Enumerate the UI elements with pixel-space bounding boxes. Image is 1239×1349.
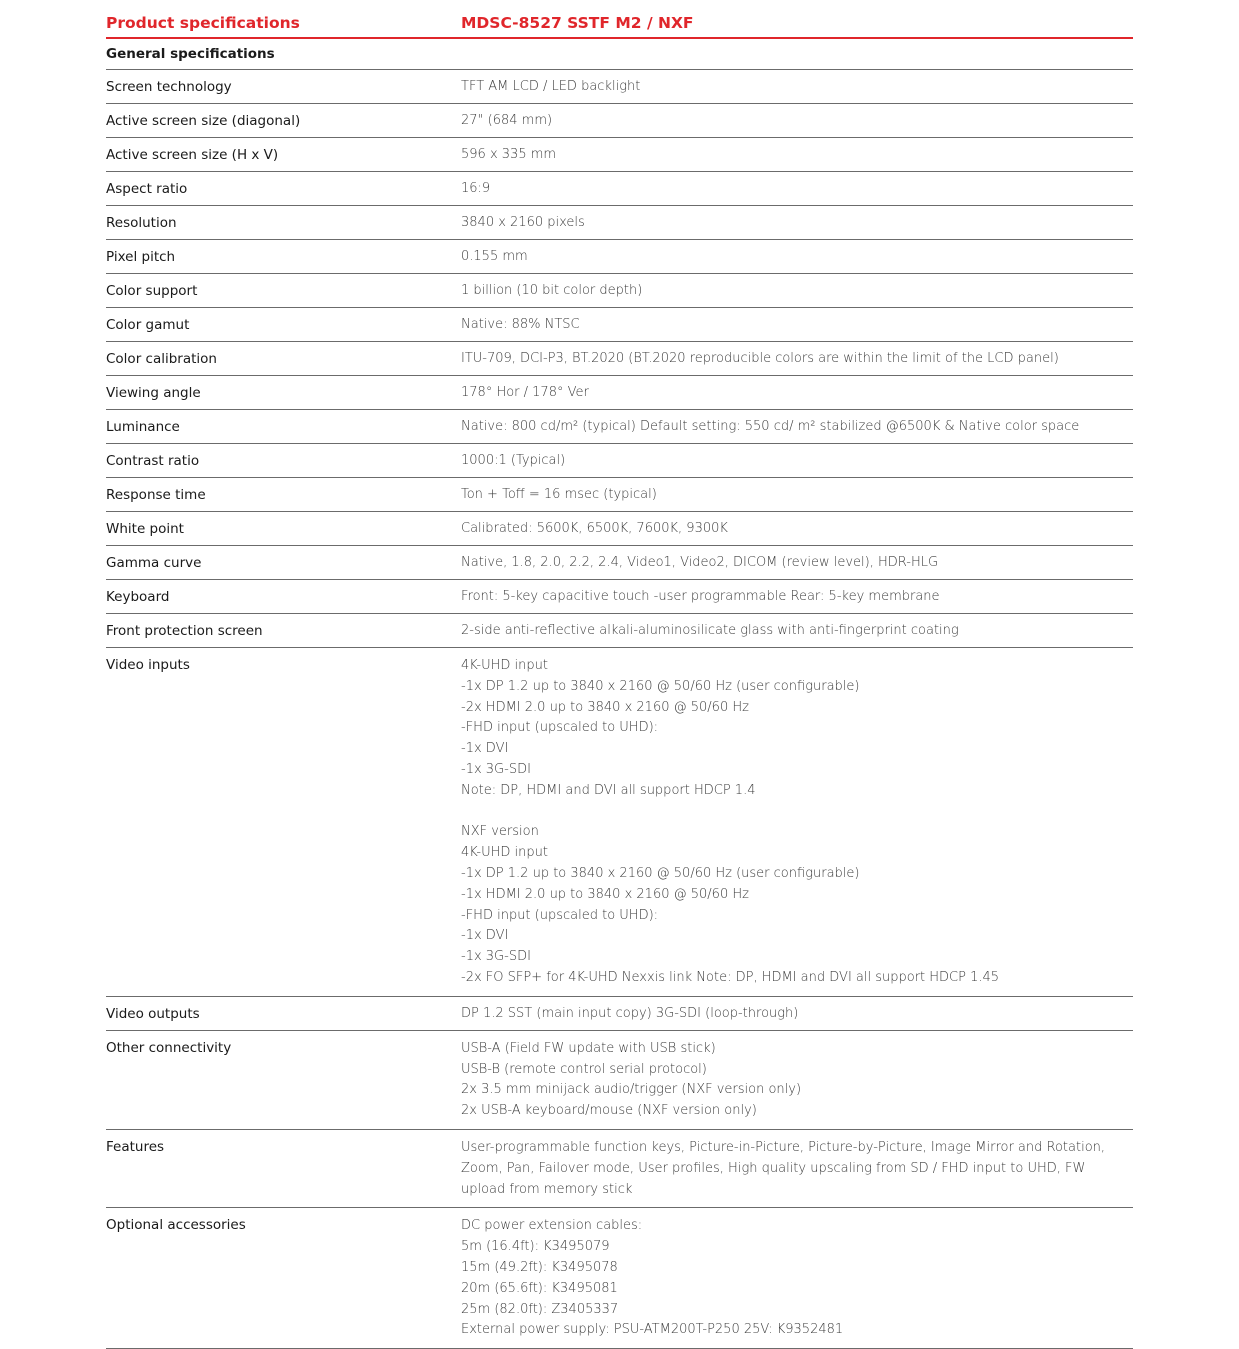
spec-row — [106, 274, 1133, 308]
spec-label: Video outputs — [106, 1005, 200, 1022]
spec-value-line: -1x DVI — [461, 741, 509, 757]
spec-value-line: 3840 x 2160 pixels — [461, 215, 585, 230]
spec-row — [106, 240, 1133, 274]
spec-label: Resolution — [106, 215, 177, 231]
spec-value — [461, 452, 1133, 470]
section-title: General specifications — [106, 39, 1133, 70]
spec-header — [106, 8, 1133, 39]
spec-value-line: NXF version — [461, 824, 539, 840]
model-name: MDSC-8527 SSTF M2 / NXF — [461, 13, 694, 32]
spec-row — [106, 206, 1133, 240]
spec-row — [106, 342, 1133, 376]
spec-label: Response time — [106, 487, 206, 503]
spec-value-line: 1 billion (10 bit color depth) — [461, 283, 643, 298]
spec-row — [106, 172, 1133, 206]
spec-value — [461, 384, 1133, 402]
spec-row — [106, 546, 1133, 580]
spec-value — [461, 554, 1133, 572]
spec-value-line: 27" (684 mm) — [461, 113, 553, 128]
spec-value — [461, 1005, 1133, 1023]
spec-value-line: -1x 3G-SDI — [461, 949, 531, 965]
spec-row — [106, 138, 1133, 172]
spec-label: Active screen size (diagonal) — [106, 113, 301, 129]
spec-label: Active screen size (H x V) — [106, 147, 279, 163]
spec-value — [461, 486, 1133, 504]
spec-value-line: Calibrated: 5600K, 6500K, 7600K, 9300K — [461, 521, 728, 536]
spec-label: Contrast ratio — [106, 453, 200, 469]
spec-value — [461, 418, 1133, 436]
spec-value-line: Native: 88% NTSC — [461, 317, 580, 332]
spec-value-line: TFT AM LCD / LED backlight — [461, 79, 641, 94]
spec-value-line: -1x DVI — [461, 928, 509, 944]
spec-row — [106, 376, 1133, 410]
spec-value-line: -FHD input (upscaled to UHD): — [461, 907, 659, 923]
spec-value — [461, 248, 1133, 266]
spec-value-line: Zoom, Pan, Failover mode, User profiles, High quality upscaling from SD / FHD input to UHD, FW — [461, 1160, 1086, 1176]
spec-row — [106, 410, 1133, 444]
spec-value-line: DP 1.2 SST (main input copy) 3G-SDI (loop-through) — [461, 1005, 799, 1021]
spec-value-line: -1x DP 1.2 up to 3840 x 2160 @ 50/60 Hz (user configurable) — [461, 678, 860, 694]
spec-value-line: -2x FO SFP+ for 4K-UHD Nexxis link Note: DP, HDMI and DVI all support HDCP 1.45 — [461, 969, 1000, 985]
spec-value-line: 0.155 mm — [461, 249, 528, 264]
spec-label: Pixel pitch — [106, 249, 176, 265]
spec-value-line: -1x 3G-SDI — [461, 761, 531, 777]
spec-value-line: -1x HDMI 2.0 up to 3840 x 2160 @ 50/60 Hz — [461, 886, 749, 902]
spec-value — [461, 1039, 1133, 1122]
spec-row — [106, 444, 1133, 478]
spec-value-line: 4K-UHD input — [461, 658, 548, 673]
spec-value-line: 25m (82.0ft): Z3405337 — [461, 1301, 619, 1317]
spec-value-line: -FHD input (upscaled to UHD): — [461, 720, 659, 736]
spec-label: Aspect ratio — [106, 181, 188, 197]
spec-row — [106, 308, 1133, 342]
spec-row — [106, 648, 1133, 997]
spec-row — [106, 70, 1133, 104]
spec-label: Color calibration — [106, 351, 217, 367]
spec-value — [461, 350, 1133, 368]
spec-value-line: USB-A (Field FW update with USB stick) — [461, 1040, 716, 1056]
spec-value-line: upload from memory stick — [461, 1181, 633, 1197]
spec-value — [461, 1216, 1133, 1341]
spec-value-line: 5m (16.4ft): K3495079 — [461, 1239, 610, 1255]
spec-value-line: External power supply: PSU-ATM200T-P250 25V: K9352481 — [461, 1322, 844, 1338]
spec-label: Features — [106, 1138, 165, 1155]
spec-label: Luminance — [106, 419, 180, 435]
spec-row — [106, 478, 1133, 512]
spec-value-line: 2-side anti-reflective alkali-aluminosilicate glass with anti-fingerprint coating — [461, 623, 959, 638]
spec-label: Screen technology — [106, 79, 232, 95]
spec-value — [461, 656, 1133, 989]
spec-value-line: ITU-709, DCI-P3, BT.2020 (BT.2020 reproducible colors are within the limit of the LCD panel) — [461, 351, 1059, 366]
spec-row — [106, 104, 1133, 138]
spec-value-line: 20m (65.6ft): K3495081 — [461, 1280, 618, 1296]
spec-label: Other connectivity — [106, 1039, 232, 1056]
spec-value-line: 15m (49.2ft): K3495078 — [461, 1259, 618, 1275]
spec-label: Color support — [106, 283, 198, 299]
spec-table — [106, 70, 1133, 1349]
spec-value-line: User-programmable function keys, Picture-in-Picture, Picture-by-Picture, Image Mirror and Rotation, — [461, 1139, 1106, 1155]
spec-value-line: USB-B (remote control serial protocol) — [461, 1061, 707, 1077]
spec-value-line: 2x 3.5 mm minijack audio/trigger (NXF version only) — [461, 1082, 802, 1098]
spec-value — [461, 214, 1133, 232]
spec-value — [461, 520, 1133, 538]
spec-label: White point — [106, 521, 184, 537]
spec-value-line: 2x USB-A keyboard/mouse (NXF version only) — [461, 1103, 757, 1119]
spec-sheet — [106, 8, 1133, 1349]
spec-row — [106, 512, 1133, 546]
spec-label: Color gamut — [106, 317, 190, 333]
spec-row — [106, 1031, 1133, 1130]
spec-label: Gamma curve — [106, 555, 202, 571]
spec-row — [106, 580, 1133, 614]
spec-row — [106, 1130, 1133, 1208]
spec-value-line: -1x DP 1.2 up to 3840 x 2160 @ 50/60 Hz (user configurable) — [461, 865, 860, 881]
spec-value-line: 4K-UHD input — [461, 845, 548, 861]
spec-value-line: 16:9 — [461, 181, 491, 196]
spec-value — [461, 112, 1133, 130]
spec-row — [106, 997, 1133, 1031]
spec-value — [461, 146, 1133, 164]
spec-value-line: 1000:1 (Typical) — [461, 453, 566, 468]
spec-label: Keyboard — [106, 589, 170, 605]
spec-value-line — [461, 802, 1133, 823]
spec-value-line: 596 x 335 mm — [461, 147, 557, 162]
spec-value-line: Native: 800 cd/m² (typical) Default setting: 550 cd/ m² stabilized @6500K & Native color space — [461, 419, 1080, 434]
spec-value-line: -2x HDMI 2.0 up to 3840 x 2160 @ 50/60 Hz — [461, 699, 749, 715]
spec-value-line: 178° Hor / 178° Ver — [461, 385, 589, 400]
spec-value — [461, 588, 1133, 606]
spec-label: Video inputs — [106, 657, 190, 673]
spec-value — [461, 282, 1133, 300]
page-title: Product specifications — [106, 13, 300, 32]
spec-label: Front protection screen — [106, 623, 263, 639]
spec-value — [461, 180, 1133, 198]
spec-row — [106, 1208, 1133, 1349]
spec-value-line: Native, 1.8, 2.0, 2.2, 2.4, Video1, Video2, DICOM (review level), HDR-HLG — [461, 555, 939, 570]
spec-value — [461, 78, 1133, 96]
spec-label: Optional accessories — [106, 1217, 246, 1234]
spec-label: Viewing angle — [106, 385, 201, 401]
spec-value-line: Front: 5-key capacitive touch -user programmable Rear: 5-key membrane — [461, 589, 940, 604]
spec-value — [461, 316, 1133, 334]
spec-value — [461, 622, 1133, 640]
spec-value-line: Note: DP, HDMI and DVI all support HDCP 1.4 — [461, 782, 756, 798]
spec-row — [106, 614, 1133, 648]
spec-value-line: Ton + Toff = 16 msec (typical) — [461, 487, 657, 502]
spec-value — [461, 1138, 1133, 1200]
spec-value-line: DC power extension cables: — [461, 1218, 643, 1234]
